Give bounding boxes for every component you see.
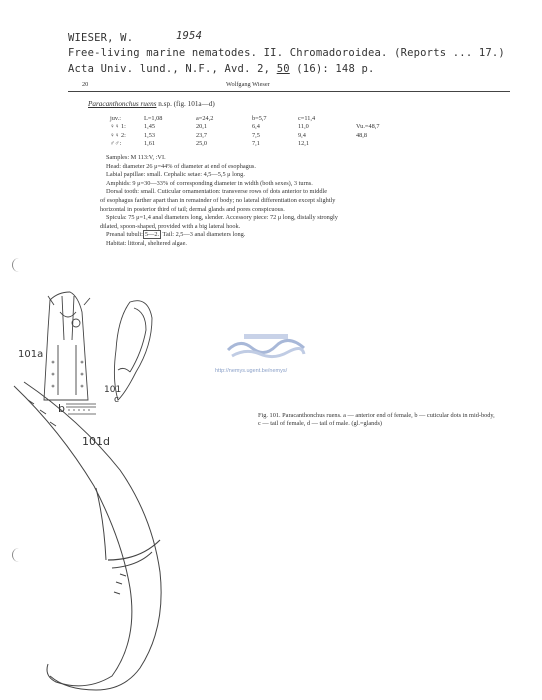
page-number: 20 [82,81,89,88]
page-author: Wolfgang Wieser [226,81,270,88]
label-c: c [114,395,119,405]
head-line: Head: diameter 26 μ=44% of diameter at end of esophagus. [106,162,256,170]
species-name: Paracanthonchus ruens [88,100,157,108]
watermark-url: http://nemys.ugent.be/nemys/ [215,368,288,374]
tail-length: Tail: 2,5—3 anal diameters long. [162,231,246,239]
measurement-cell: 23,7 [196,131,208,139]
reference-volume: 50 [276,63,290,75]
measurement-cell: ♀♀ 2: [110,131,126,139]
measurement-cell: 6,4 [252,123,260,131]
preanal-label: Preanal tubuli: [106,231,143,239]
dorsal-line-2: of esophagus farther apart than in remainder of body; no lateral differentiation except slightly [100,196,336,204]
measurement-cell: 1,45 [144,123,156,131]
measurement-cell: ♂♂: [110,140,122,148]
species-suffix: n.sp. (fig. 101a—d) [158,100,215,108]
reference-author: WIESER, W. [68,32,134,44]
habitat-line: Habitat: littoral, sheltered algae. [106,239,187,247]
measurement-cell: L=1,08 [144,114,163,122]
measurement-cell: 12,1 [298,140,310,148]
figure-101b-cuticular-dots [66,404,96,410]
measurement-cell: a=24,2 [196,114,214,122]
measurement-cell: 7,5 [252,131,260,139]
measurement-cell: 25,0 [196,140,208,148]
label-b: b [58,402,65,415]
measurement-cell: c=11,4 [298,114,316,122]
measurement-cell: 48,8 [356,131,368,139]
measurement-cell: 20,1 [196,123,208,131]
label-101d: 101d [82,435,110,448]
reference-pages: (16): 148 p. [296,63,375,75]
reference-journal-text: Acta Univ. lund., N.F., Avd. 2, [68,63,271,75]
measurement-cell: 1,53 [144,131,156,139]
preanal-count-boxed: 5—2. [144,231,160,239]
measurement-cell: juv.: [110,114,121,122]
dorsal-line-1: Dorsal tooth: small. Cuticular ornamentation: transverse rows of dots anterior to middle [106,188,328,196]
measurement-cell: Vu.=48,7 [356,123,380,131]
samples-line: Samples: M 113:V, :VI. [106,154,166,161]
dorsal-line-3: horizontal in posterior third of tail; dermal glands and pores conspicuous. [100,205,285,213]
figure-101d-male-tail [14,382,161,690]
label-101a: 101a [18,349,44,360]
spicula-line-2: dilated, spoon-shaped, provided with a big lateral hook. [100,222,241,230]
figure-101a-anterior-end [44,292,90,400]
label-101c: 101 [104,385,122,395]
caption-line-2: c — tail of female, d — tail of male. (gl.=glands) [258,420,383,428]
reference-year: 1954 [176,30,203,42]
spicula-line-1: Spicula: 75 μ=1,4 anal diameters long, slender. Accessory piece: 72 μ long, distally strongly [106,214,338,222]
amphids-line: Amphids: 9 μ=30—33% of corresponding diameter in width (both sexes), 3 turns. [106,179,313,187]
measurement-cell: 7,1 [252,140,260,148]
measurement-cell: 9,4 [298,131,306,139]
measurement-cell: 1,61 [144,140,156,148]
figure-caption [258,412,526,428]
reference-title: Free-living marine nematodes. II. Chromadoroidea. (Reports ... 17.) [68,47,505,59]
measurement-cell: ♀♀ 1: [110,123,126,131]
measurement-cell: 11,0 [298,123,309,131]
labial-line: Labial papillae: small. Cephalic setae: 4,5—5,5 μ long. [106,171,245,179]
caption-line-1: Fig. 101. Paracanthonchus ruens. a — anterior end of female, b — cuticular dots in mid-body, [258,412,495,419]
measurement-cell: b=5,7 [252,114,267,122]
